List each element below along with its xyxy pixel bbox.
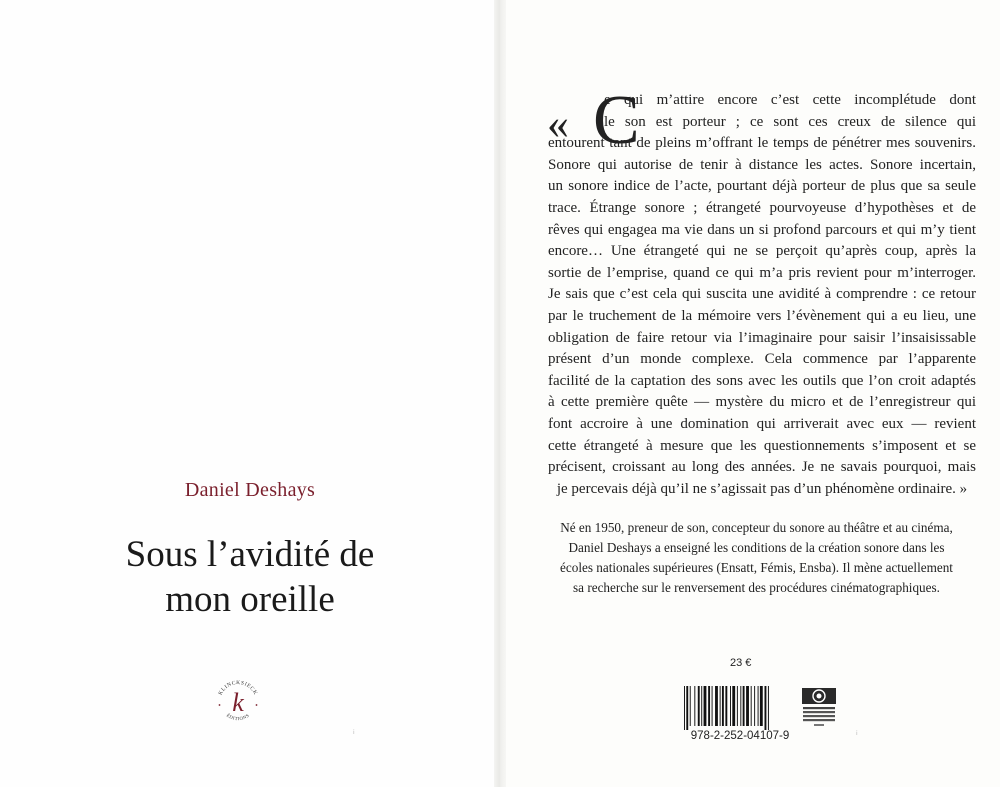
print-mark: ⁞ <box>856 730 858 737</box>
bio-line: écoles nationales supérieures (Ensatt, Fémis, Ensba). Il mène actuellement <box>560 560 953 575</box>
quote-line: facilité de la captation des sons avec les outils que l’on croit adaptés <box>548 372 976 389</box>
quote-line: précisent, croissant au long des années. Je ne savais pourquoi, mais <box>548 459 976 476</box>
publisher-editions-arc: ÉDITIONS <box>225 712 251 722</box>
price-label: 23 € <box>730 657 752 669</box>
quote-line: Sonore qui autorise de tenir à distance les actes. Sonore incertain, <box>548 156 976 173</box>
quote-line: présent d’un monde complexe. Cela commence par l’apparente <box>548 351 976 368</box>
quote-line: Je sais que c’est cela qui suscita une avidité à comprendre : ce retour <box>548 286 976 303</box>
quote-line: un sonore indice de l’acte, pourtant déjà porteur de plus que sa seule <box>548 178 976 195</box>
bio-line: Daniel Deshays a enseigné les conditions de la création sonore dans les <box>568 540 945 555</box>
quote-line: rêves qui engagea ma vie dans un si profond parcours et qui m’y tient <box>548 221 976 238</box>
quote-line: entourent tant de pleins m’offrant le temps de pénétrer mes souvenirs. <box>548 135 976 152</box>
quote-line: sortie de l’emprise, quand ce qui m’a pris revient pour m’interroger. <box>548 264 976 281</box>
back-cover-quote <box>548 90 976 500</box>
book-title-line-1: Sous l’avidité de <box>125 534 375 575</box>
book-title-line-2: mon oreille <box>165 579 335 620</box>
author-bio <box>538 518 975 598</box>
quote-line: cette étrangeté à mesure que les questionnements s’imposent et se <box>548 437 976 454</box>
quote-line: le son est porteur ; ce sont ces creux de silence qui <box>604 113 976 130</box>
publisher-logo <box>211 664 265 734</box>
quote-line: encore… Une étrangeté qui ne se perçoit qu’après coup, après la <box>548 243 976 260</box>
bio-line: Né en 1950, preneur de son, concepteur du sonore au théâtre et au cinéma, <box>560 520 953 535</box>
quote-line: e qui m’attire encore c’est cette incomplétude dont <box>604 92 976 108</box>
publisher-letter: k <box>232 688 244 717</box>
publisher-name-arc: KLINCKSIECK <box>217 679 259 697</box>
quote-line: je percevais déjà qu’il ne s’agissait pas d’un phénomène ordinaire. » <box>556 480 968 497</box>
isbn-number: 978-2-252-04107-9 <box>690 730 790 742</box>
quote-line: font accroire à une domination qui arriverait avec eux — revient <box>548 415 976 432</box>
drop-cap-letter: C <box>593 82 640 159</box>
author-name: Daniel Deshays <box>184 479 316 501</box>
bio-line: sa recherche sur le renversement des procédures cinématographiques. <box>573 580 940 595</box>
print-mark: ⁞ <box>353 729 355 736</box>
quote-line: trace. Étrange sonore ; étrangeté pourvoyeuse d’hypothèses et de <box>548 199 976 216</box>
quote-line: par le truchement de la mémoire vers l’évènement qui a eu lieu, une <box>548 307 976 324</box>
quote-line: obligation de faire retour via l’imaginaire pour saisir l’insaisissable <box>548 329 976 346</box>
quote-open-mark: « <box>547 99 569 148</box>
distributor-logo <box>800 686 838 730</box>
quote-line: à cette première quête — mystère du micro et de l’enregistreur qui <box>548 394 976 411</box>
barcode <box>683 686 797 730</box>
book-spine <box>494 0 506 787</box>
